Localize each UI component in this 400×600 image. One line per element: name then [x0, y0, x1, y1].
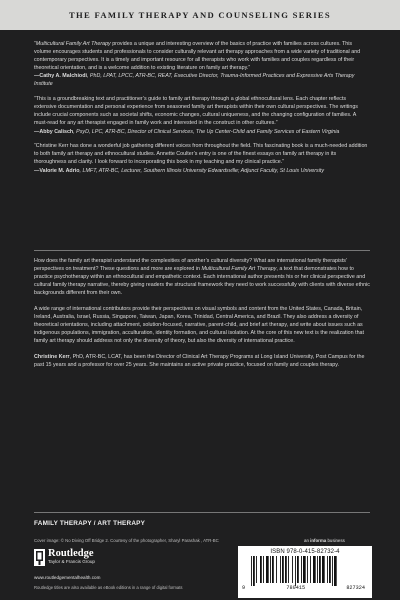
barcode-bar: [272, 556, 274, 583]
quote-text: “This is a groundbreaking text and practitioner’s guide to family art therapy through a global ethnocultural lens. Each chapter reflects extensive documentation and personal experience from seasoned family art therapists within their own cultural perspectives. The writings include crucial components such as societal shifts, economic changes, cultural uniqueness, and the changing configuration of families. A must-read for any art therapist engaged in family work and interested in the construct in other cultures.”: [34, 96, 358, 127]
endorsement-quote: [34, 95, 370, 135]
author-name: Christine Kerr: [34, 353, 70, 360]
barcode-bar: [285, 556, 287, 583]
barcode-bar: [270, 556, 271, 583]
barcode-bar: [256, 556, 257, 583]
isbn-number: ISBN 978-0-415-82732-4: [270, 549, 340, 555]
barcode-bar: [329, 556, 331, 583]
barcode-bar: [319, 556, 321, 583]
subject-category: FAMILY THERAPY / ART THERAPY: [34, 520, 146, 527]
barcode-digit-group: 780415: [286, 585, 306, 591]
publisher-name: Routledge: [48, 548, 94, 559]
informa-business-tag: an informa business: [304, 538, 345, 543]
barcode-bar: [334, 556, 337, 586]
endorsement-quote: [34, 40, 370, 89]
barcode-bar: [317, 556, 318, 583]
series-banner: [0, 0, 400, 30]
quote-text: “Christine Kerr has done a wonderful job gathering different voices from throughout the field. This fascinating book is a much-needed addition to both family art therapy and ethnocultural studies. Annette Coulter’s entry is one of the finest essays on family art therapy in its thoroughness and clarity. I look forward to incorporating this book in my teaching and my clinical practice.”: [34, 143, 368, 166]
barcode-bar: [322, 556, 325, 583]
quote-text: provides a unique and interesting overview of the basics of practice with families across cultures. This volume encourages students and professionals to consider culturally relevant art therapy approaches from a wide variety of traditional and contemporary perspectives. It is a timely and important resource for all therapists who work with families and couples regardless of their theoretical orientation, and is a welcome addition to existing literature on family art therapy.”: [34, 41, 361, 72]
quote-author: —Cathy A. Malchiodi, PhD, LPAT, LPCC, ATR-BC, REAT, Executive Director, Trauma-Informed Practices and Expressive Arts Therapy Institute: [34, 73, 355, 88]
quote-author-role: , PhD, LPAT, LPCC, ATR-BC, REAT, Executive Director, Trauma-Informed Practices and Expressive Arts Therapy Institute: [34, 73, 355, 88]
barcode-bar: [263, 556, 264, 583]
quote-author-role: , PsyD, LPC, ATR-BC, Director of Clinical Services, The Up Center-Child and Family Services of Eastern Virginia: [73, 128, 340, 135]
barcode-digits: [242, 585, 368, 591]
quote-author-role: , LMFT, ATR-BC, Lecturer, Southern Illinois University Edwardsville; Adjunct Faculty, St Louis University: [79, 167, 325, 174]
barcode-bar: [253, 556, 255, 586]
barcode-bar: [297, 556, 299, 583]
barcode-label: [238, 546, 372, 598]
barcode-bars: [249, 556, 361, 586]
quote-author: —Valorie M. Adrio, LMFT, ATR-BC, Lecturer, Southern Illinois University Edwardsville; Adjunct Faculty, St Louis University: [34, 167, 325, 174]
description-paragraph: How does the family art therapist understand the complexities of another’s cultural diversity? What are international family therapists’ perspectives on treatment? These questions and more are explored in Multicultural Family Art Therapy, a text that demonstrates how to practice psychotherapy within an ethnocultural and empathetic context. Each international author presents his or her clinical perspective and cultural family therapy narrative, thereby giving readers the structural framework they need to work successfully with clients with diverse ethnic backgrounds different from their own.: [34, 258, 370, 297]
barcode-bar: [310, 556, 311, 583]
quote-text: “: [34, 41, 36, 47]
barcode-bar: [280, 556, 281, 583]
publisher-url: www.routledgementalhealth.com: [34, 575, 101, 580]
barcode-bar: [327, 556, 328, 583]
endorsements: [34, 40, 370, 181]
barcode-bar: [260, 556, 262, 583]
description-book-title: Multicultural Family Art Therapy: [201, 266, 277, 273]
barcode-bar: [307, 556, 308, 583]
barcode-bar: [332, 556, 333, 586]
barcode-bar: [251, 556, 252, 586]
publisher-block: [34, 548, 95, 566]
section-divider: [34, 512, 370, 513]
barcode-bar: [282, 556, 284, 583]
barcode-bar: [313, 556, 316, 583]
author-bio: Christine Kerr, PhD, ATR-BC, LCAT, has been the Director of Clinical Art Therapy Programs at Long Island University, Post Campus for the past 15 years and a professor for over 25 years. She maintains an active private practice, focused on family and couples therapy.: [34, 353, 365, 368]
cover-image-credit: Cover image: © No Diving Off Bridge 2. Courtesy of the photographer, Sharyl Parashak , ATR-BC: [34, 538, 219, 543]
quote-book-title: Multicultural Family Art Therapy: [35, 41, 111, 47]
ebook-note: Routledge titles are also available as eBook editions in a range of digital formats: [34, 585, 183, 590]
endorsement-quote: [34, 142, 370, 174]
barcode-bar: [292, 556, 293, 583]
barcode-digit-group: 9: [242, 585, 246, 591]
barcode-bar: [301, 556, 302, 583]
routledge-logo-icon: [34, 549, 45, 566]
barcode-bar: [288, 556, 289, 583]
book-description: [34, 257, 370, 376]
quote-author: —Abby Calisch, PsyD, LPC, ATR-BC, Director of Clinical Services, The Up Center-Child and Family Services of Eastern Virginia: [34, 128, 340, 135]
series-title: THE FAMILY THERAPY AND COUNSELING SERIES: [68, 10, 332, 20]
barcode-bar: [303, 556, 306, 583]
description-paragraph: A wide range of international contributors provide their perspectives on visual symbols and content from the United States, Canada, Britain, Ireland, Australia, Israel, Russia, Singapore, Taiwan, Japan, Korea, Trinidad, Central America, and Brazil. They also address a diversity of theoretical orientations, including attachment, solution-focused, narrative, parent-child, and brief art therapy, and write about issues such as indigenous populations, immigration, acculturation, identity formation, and cultural isolation. At the core of this new text is the realization that family art therapy should address not only the diversity of theory, but also the diversity of international practice.: [34, 305, 365, 345]
barcode-digit-group: 827324: [346, 585, 365, 591]
publisher-group: Taylor & Francis Group: [48, 559, 95, 564]
barcode-bar: [276, 556, 277, 583]
barcode-bar: [295, 556, 296, 586]
section-divider: [34, 250, 370, 251]
barcode-bar: [266, 556, 269, 583]
